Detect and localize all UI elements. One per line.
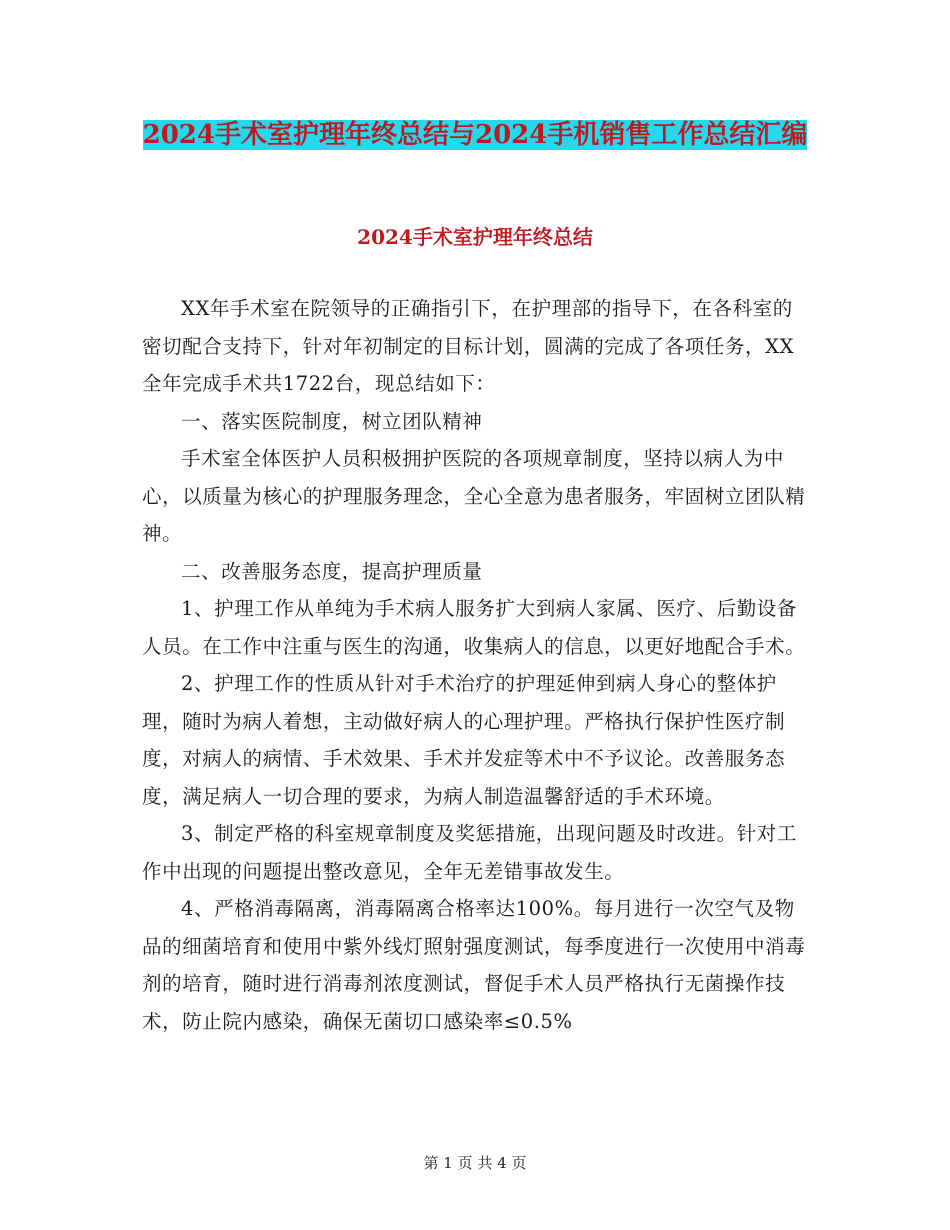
paragraph-section-1: 手术室全体医护人员积极拥护医院的各项规章制度，坚持以病人为中心，以质量为核心的护理服务理念，全心全意为患者服务，牢固树立团队精神。 xyxy=(142,447,806,545)
document-title xyxy=(140,112,810,158)
page-number-footer: 第 1 页 共 4 页 xyxy=(423,1154,527,1172)
paragraph-item-4: 4、严格消毒隔离，消毒隔离合格率达100%。每月进行一次空气及物品的细菌培育和使用中紫外线灯照射强度测试，每季度进行一次使用中消毒剂的培育，随时进行消毒剂浓度测试，督促手术人员严格执行无菌操作技术，防止院内感染，确保无菌切口感染率≤0.5% xyxy=(142,897,806,1033)
paragraph-item-1: 1、护理工作从单纯为手术病人服务扩大到病人家属、医疗、后勤设备人员。在工作中注重与医生的沟通，收集病人的信息，以更好地配合手术。 xyxy=(142,597,806,658)
document-body xyxy=(142,290,812,1040)
document-title-text: 2024手术室护理年终总结与2024手机销售工作总结汇编 xyxy=(142,120,808,150)
paragraph-item-3: 3、制定严格的科室规章制度及奖惩措施，出现问题及时改进。针对工作中出现的问题提出整改意见，全年无差错事故发生。 xyxy=(142,822,798,883)
paragraph-intro: XX年手术室在院领导的正确指引下，在护理部的指导下，在各科室的密切配合支持下，针对年初制定的目标计划，圆满的完成了各项任务，XX全年完成手术共1722台，现总结如下： xyxy=(142,297,795,395)
paragraph-item-2: 2、护理工作的性质从针对手术治疗的护理延伸到病人身心的整体护理，随时为病人着想，主动做好病人的心理护理。严格执行保护性医疗制度，对病人的病情、手术效果、手术并发症等术中不予议论。改善服务态度，满足病人一切合理的要求，为病人制造温馨舒适的手术环境。 xyxy=(142,672,786,808)
heading-section-2: 二、改善服务态度，提高护理质量 xyxy=(181,559,483,583)
section-title: 2024手术室护理年终总结 xyxy=(357,225,593,249)
heading-section-1: 一、落实医院制度，树立团队精神 xyxy=(181,409,483,433)
